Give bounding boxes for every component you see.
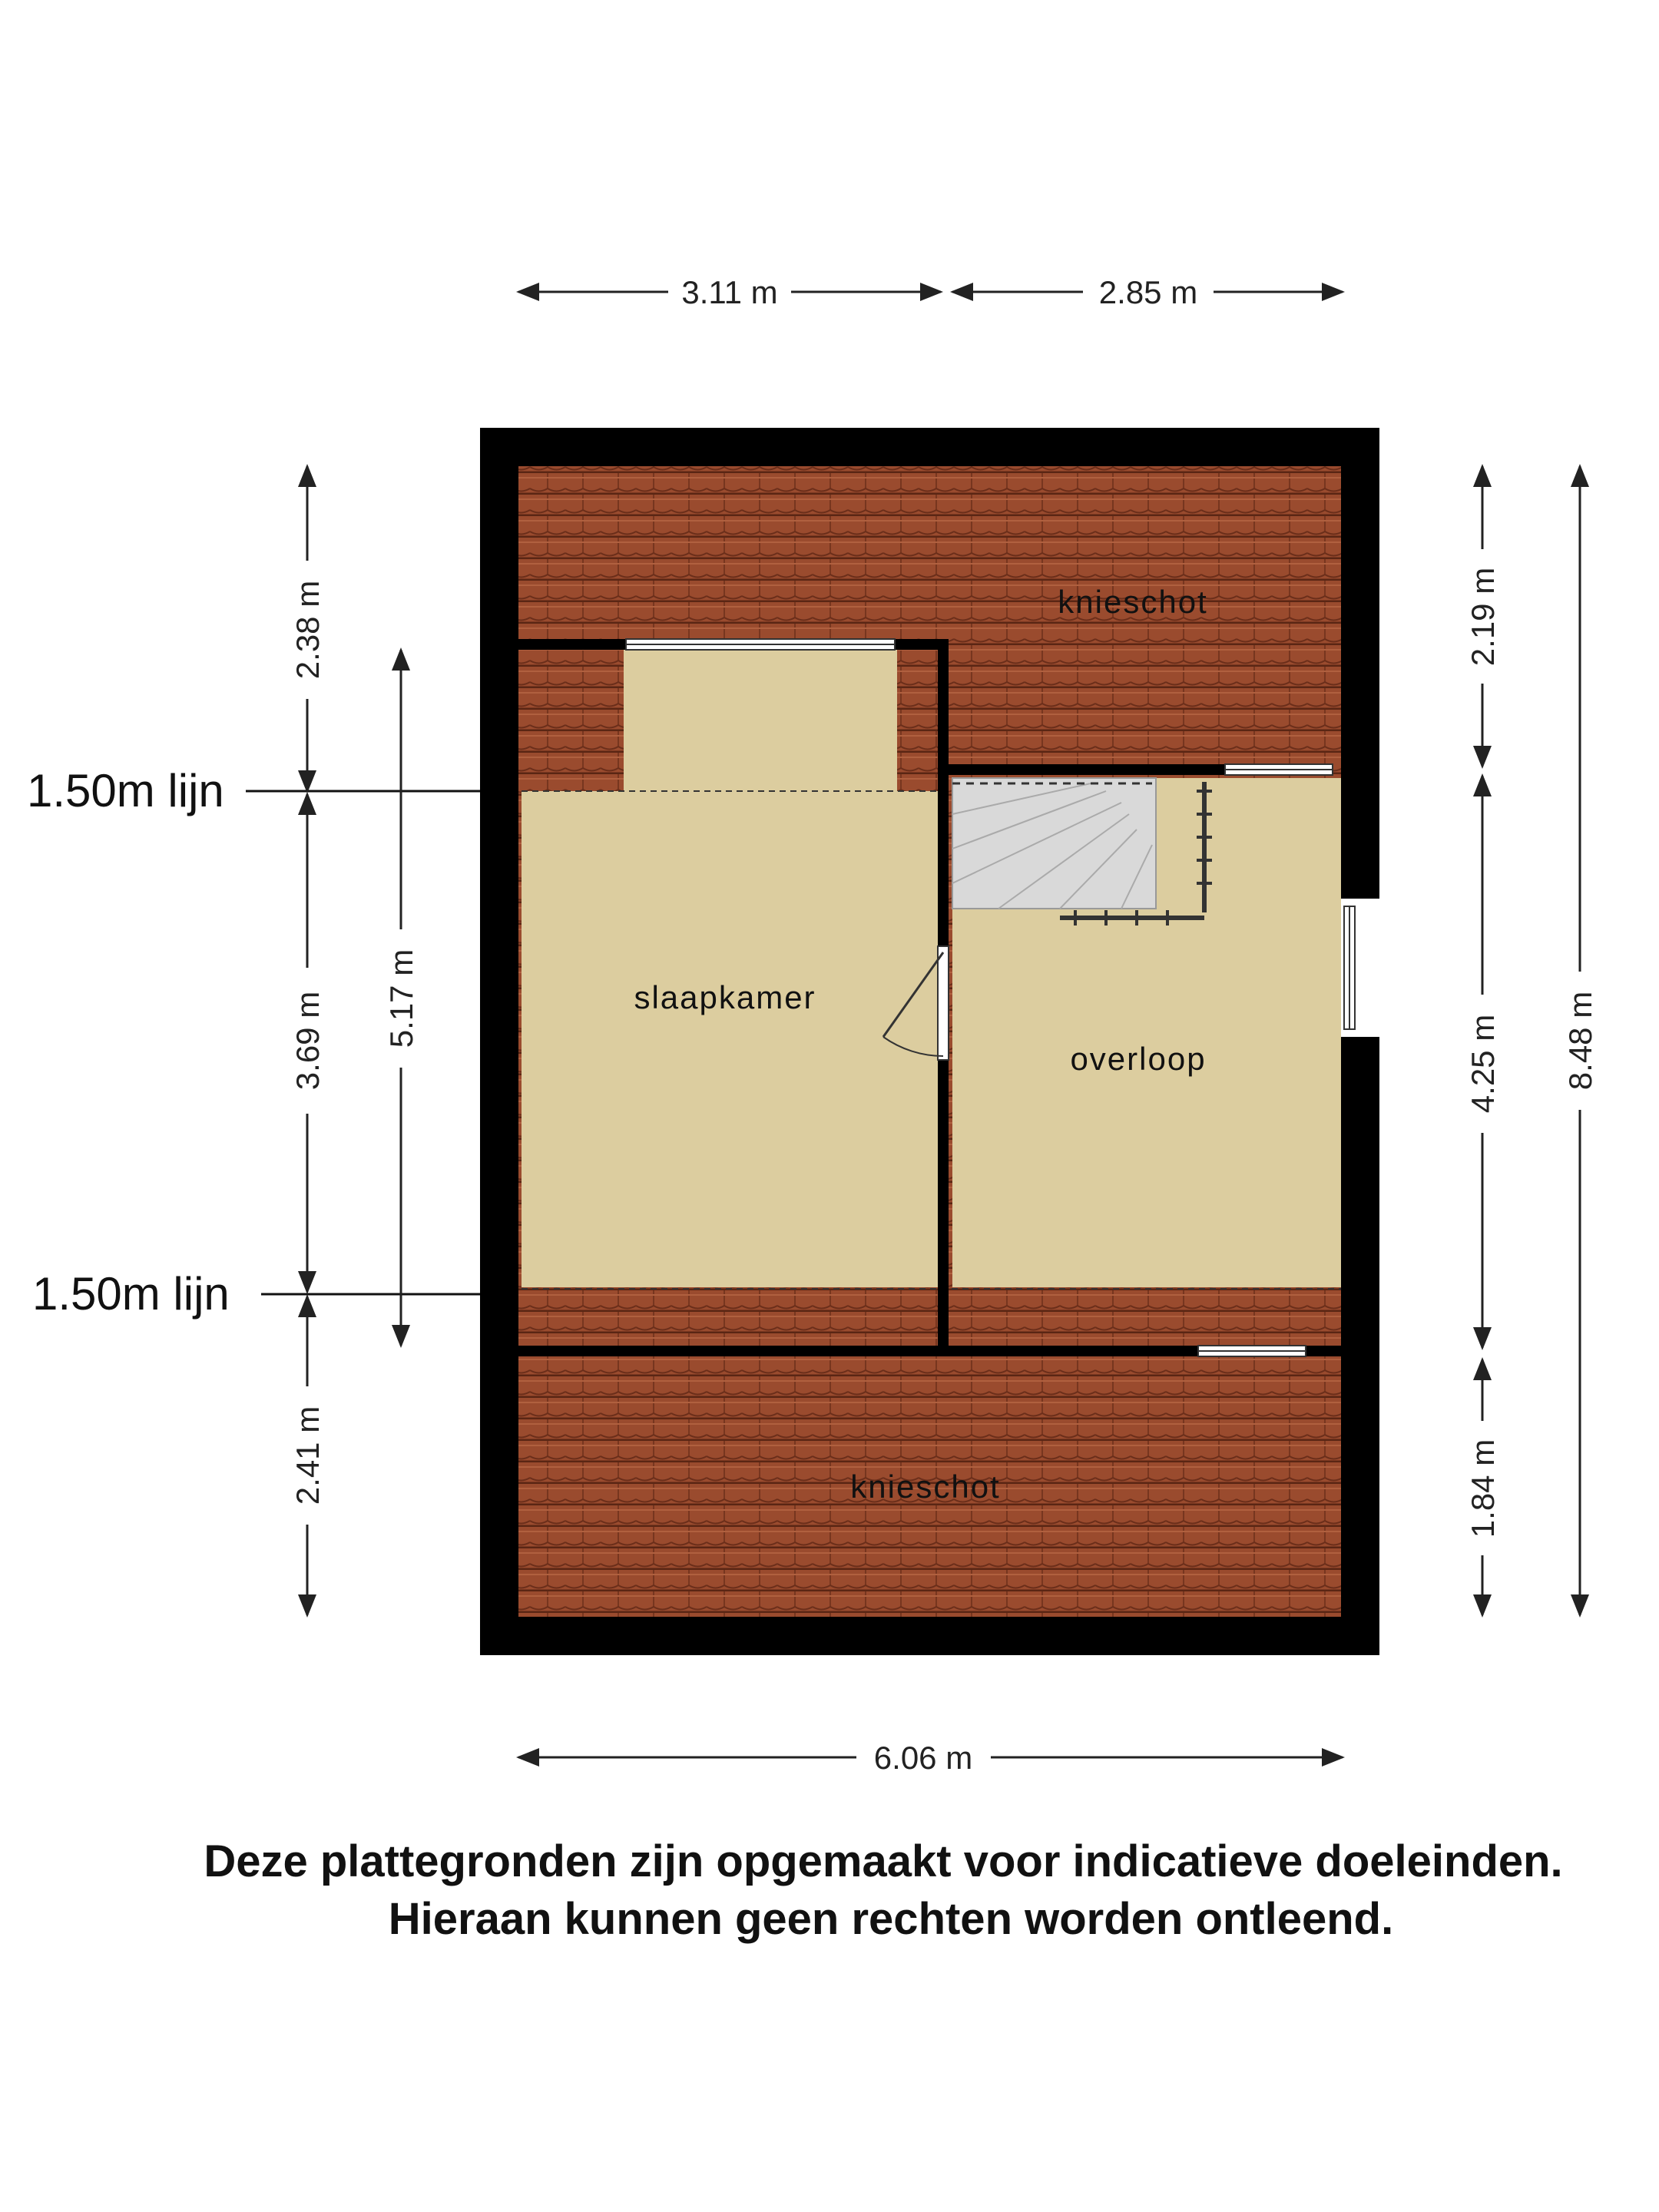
svg-text:3.11 m: 3.11 m (681, 274, 778, 310)
room-label-overloop: overloop (1070, 1041, 1207, 1077)
dimension-right-top (1465, 466, 1501, 767)
line-indicator-lower (32, 1268, 480, 1320)
slaapkamer-floor (522, 791, 944, 1287)
dimension-left-bottom (290, 1296, 326, 1615)
dimension-bottom-total (518, 1740, 1343, 1776)
svg-text:5.17 m: 5.17 m (383, 949, 419, 1048)
svg-text:1.50m lijn: 1.50m lijn (32, 1268, 230, 1320)
svg-text:8.48 m: 8.48 m (1562, 991, 1598, 1091)
room-label-knieschot-top: knieschot (1058, 584, 1208, 620)
line-indicator-upper (27, 765, 480, 816)
dimension-top-left (518, 274, 941, 310)
dimension-right-total (1562, 466, 1598, 1615)
room-label-knieschot-bottom: knieschot (850, 1469, 1001, 1505)
disclaimer-line-1: Deze plattegronden zijn opgemaakt voor indicatieve doeleinden. (204, 1836, 1563, 1886)
svg-text:2.19 m: 2.19 m (1465, 567, 1501, 667)
dimension-left-top (290, 466, 326, 791)
svg-text:4.25 m: 4.25 m (1465, 1014, 1501, 1114)
dimension-right-middle (1465, 776, 1501, 1348)
dimension-top-right (952, 274, 1343, 310)
svg-text:1.84 m: 1.84 m (1465, 1439, 1501, 1538)
svg-text:1.50m lijn: 1.50m lijn (27, 765, 224, 816)
svg-text:3.69 m: 3.69 m (290, 991, 326, 1091)
svg-text:2.85 m: 2.85 m (1098, 274, 1198, 310)
room-label-slaapkamer: slaapkamer (634, 979, 816, 1015)
dimension-left-inner (383, 650, 419, 1346)
slaapkamer-alcove-floor (624, 647, 897, 793)
svg-text:2.41 m: 2.41 m (290, 1406, 326, 1505)
disclaimer-line-2: Hieraan kunnen geen rechten worden ontleend. (388, 1894, 1394, 1944)
dimension-left-middle (290, 794, 326, 1292)
svg-text:6.06 m: 6.06 m (873, 1740, 973, 1776)
dimension-right-bottom (1465, 1359, 1501, 1615)
svg-text:2.38 m: 2.38 m (290, 580, 326, 680)
